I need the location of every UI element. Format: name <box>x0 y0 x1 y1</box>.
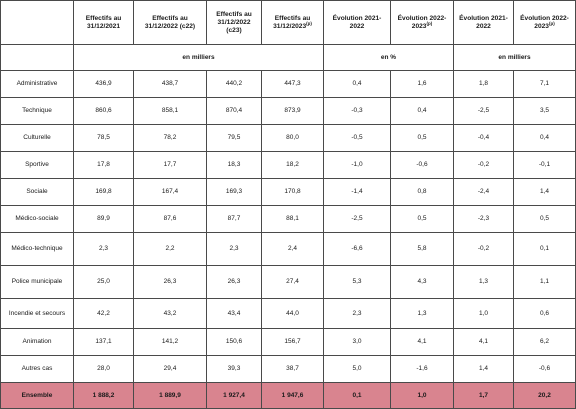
cell: 7,1 <box>514 71 576 98</box>
cell: 26,3 <box>134 266 207 299</box>
header-blank-cell <box>1 1 74 45</box>
cell: 0,5 <box>391 206 454 233</box>
cell: -0,2 <box>454 152 514 179</box>
cell: 17,8 <box>74 152 134 179</box>
total-cell: 1,7 <box>454 383 514 409</box>
cell: -6,6 <box>324 233 391 266</box>
table-row <box>1 71 576 98</box>
cell: 1,6 <box>391 71 454 98</box>
cell: 89,9 <box>74 206 134 233</box>
table-row <box>1 266 576 299</box>
cell: 5,0 <box>324 356 391 383</box>
header-evolution-abs-2021-2022 <box>454 1 514 45</box>
cell: 29,4 <box>134 356 207 383</box>
cell: 156,7 <box>262 329 324 356</box>
table-row <box>1 329 576 356</box>
cell: 4,1 <box>454 329 514 356</box>
cell: 27,4 <box>262 266 324 299</box>
cell: 42,2 <box>74 299 134 329</box>
total-row <box>1 383 576 409</box>
cell: 5,3 <box>324 266 391 299</box>
header-effectifs-2023-text: Effectifs au 31/12/2023 <box>273 14 311 30</box>
cell: 438,7 <box>134 71 207 98</box>
cell: 39,3 <box>207 356 262 383</box>
cell: 87,6 <box>134 206 207 233</box>
cell: 25,0 <box>74 266 134 299</box>
header-evolution-pct-2022-2023 <box>391 1 454 45</box>
cell: -1,4 <box>324 179 391 206</box>
row-label: Police municipale <box>1 266 74 299</box>
header-effectifs-2023 <box>262 1 324 45</box>
cell: 2,3 <box>324 299 391 329</box>
header-evolution-pct-2022-2023-sup: (p) <box>426 20 433 26</box>
cell: 3,5 <box>514 98 576 125</box>
cell: 28,0 <box>74 356 134 383</box>
cell: 0,5 <box>391 125 454 152</box>
cell: 0,6 <box>514 299 576 329</box>
header-evolution-abs-2022-2023 <box>514 1 576 45</box>
header-evolution-abs-2022-2023-text: Évolution 2022-2023 <box>520 14 569 30</box>
cell: -2,5 <box>454 98 514 125</box>
cell: 860,6 <box>74 98 134 125</box>
cell: 17,7 <box>134 152 207 179</box>
cell: -2,3 <box>454 206 514 233</box>
table-row <box>1 299 576 329</box>
cell: 0,4 <box>514 125 576 152</box>
table-row <box>1 206 576 233</box>
cell: 2,3 <box>207 233 262 266</box>
header-evolution-pct-2021-2022-text: Évolution 2021-2022 <box>332 14 382 30</box>
cell: 26,3 <box>207 266 262 299</box>
units-thousands-2: en milliers <box>454 45 576 71</box>
cell: 43,4 <box>207 299 262 329</box>
cell: 78,2 <box>134 125 207 152</box>
cell: -0,6 <box>514 356 576 383</box>
cell: -0,4 <box>454 125 514 152</box>
row-label: Sportive <box>1 152 74 179</box>
cell: 1,3 <box>454 266 514 299</box>
cell: 1,0 <box>454 299 514 329</box>
cell: 87,7 <box>207 206 262 233</box>
cell: -1,0 <box>324 152 391 179</box>
total-cell: 1 888,2 <box>74 383 134 409</box>
row-label: Technique <box>1 98 74 125</box>
cell: 38,7 <box>262 356 324 383</box>
table-row <box>1 356 576 383</box>
header-effectifs-2022-c22-text: Effectifs au 31/12/2022 (c22) <box>144 14 196 30</box>
cell: -2,5 <box>324 206 391 233</box>
total-cell: 20,2 <box>514 383 576 409</box>
cell: -0,3 <box>324 98 391 125</box>
cell: 18,3 <box>207 152 262 179</box>
header-effectifs-2021 <box>74 1 134 45</box>
row-label: Incendie et secours <box>1 299 74 329</box>
cell: 0,1 <box>514 233 576 266</box>
cell: 2,2 <box>134 233 207 266</box>
cell: 43,2 <box>134 299 207 329</box>
header-effectifs-2022-c22 <box>134 1 207 45</box>
table-row <box>1 125 576 152</box>
cell: -1,6 <box>391 356 454 383</box>
row-label: Administrative <box>1 71 74 98</box>
cell: 167,4 <box>134 179 207 206</box>
cell: 4,1 <box>391 329 454 356</box>
header-row <box>1 1 576 45</box>
cell: 44,0 <box>262 299 324 329</box>
row-label: Autres cas <box>1 356 74 383</box>
cell: 0,8 <box>391 179 454 206</box>
cell: 80,0 <box>262 125 324 152</box>
units-blank-cell <box>1 45 74 71</box>
total-cell: 1 889,9 <box>134 383 207 409</box>
total-cell: 0,1 <box>324 383 391 409</box>
total-cell: 1 947,6 <box>262 383 324 409</box>
cell: 169,3 <box>207 179 262 206</box>
cell: 436,9 <box>74 71 134 98</box>
cell: 5,8 <box>391 233 454 266</box>
cell: 137,1 <box>74 329 134 356</box>
cell: -0,2 <box>454 233 514 266</box>
cell: 0,4 <box>324 71 391 98</box>
total-cell: 1 927,4 <box>207 383 262 409</box>
cell: 1,4 <box>454 356 514 383</box>
units-thousands: en milliers <box>74 45 324 71</box>
table-row <box>1 98 576 125</box>
header-effectifs-2022-c23-text: Effectifs au 31/12/2022 (c23) <box>216 10 252 34</box>
row-label: Médico-technique <box>1 233 74 266</box>
cell: 0,4 <box>391 98 454 125</box>
table-row <box>1 179 576 206</box>
cell: 6,2 <box>514 329 576 356</box>
row-label: Sociale <box>1 179 74 206</box>
cell: 1,8 <box>454 71 514 98</box>
header-evolution-pct-2022-2023-text: Évolution 2022-2023 <box>397 14 447 30</box>
total-cell: 1,0 <box>391 383 454 409</box>
cell: 88,1 <box>262 206 324 233</box>
cell: 170,8 <box>262 179 324 206</box>
header-effectifs-2023-sup: (p) <box>306 20 312 26</box>
header-effectifs-2022-c23 <box>207 1 262 45</box>
row-label: Médico-sociale <box>1 206 74 233</box>
cell: -0,6 <box>391 152 454 179</box>
header-evolution-pct-2021-2022 <box>324 1 391 45</box>
cell: 0,5 <box>514 206 576 233</box>
units-percent: en % <box>324 45 454 71</box>
cell: -2,4 <box>454 179 514 206</box>
table-row <box>1 233 576 266</box>
cell: -0,1 <box>514 152 576 179</box>
header-effectifs-2021-text: Effectifs au 31/12/2021 <box>85 14 122 30</box>
header-evolution-abs-2021-2022-text: Évolution 2021-2022 <box>459 14 508 30</box>
header-evolution-abs-2022-2023-sup: (p) <box>548 20 555 26</box>
cell: 18,2 <box>262 152 324 179</box>
cell: 858,1 <box>134 98 207 125</box>
total-label: Ensemble <box>1 383 74 409</box>
cell: 3,0 <box>324 329 391 356</box>
cell: 1,1 <box>514 266 576 299</box>
cell: 1,3 <box>391 299 454 329</box>
cell: 1,4 <box>514 179 576 206</box>
cell: 141,2 <box>134 329 207 356</box>
cell: 873,9 <box>262 98 324 125</box>
row-label: Animation <box>1 329 74 356</box>
cell: 78,5 <box>74 125 134 152</box>
row-label: Culturelle <box>1 125 74 152</box>
cell: 4,3 <box>391 266 454 299</box>
cell: 447,3 <box>262 71 324 98</box>
cell: -0,5 <box>324 125 391 152</box>
units-row <box>1 45 576 71</box>
cell: 79,5 <box>207 125 262 152</box>
table-row <box>1 152 576 179</box>
cell: 150,6 <box>207 329 262 356</box>
cell: 2,3 <box>74 233 134 266</box>
cell: 440,2 <box>207 71 262 98</box>
cell: 2,4 <box>262 233 324 266</box>
cell: 169,8 <box>74 179 134 206</box>
cell: 870,4 <box>207 98 262 125</box>
